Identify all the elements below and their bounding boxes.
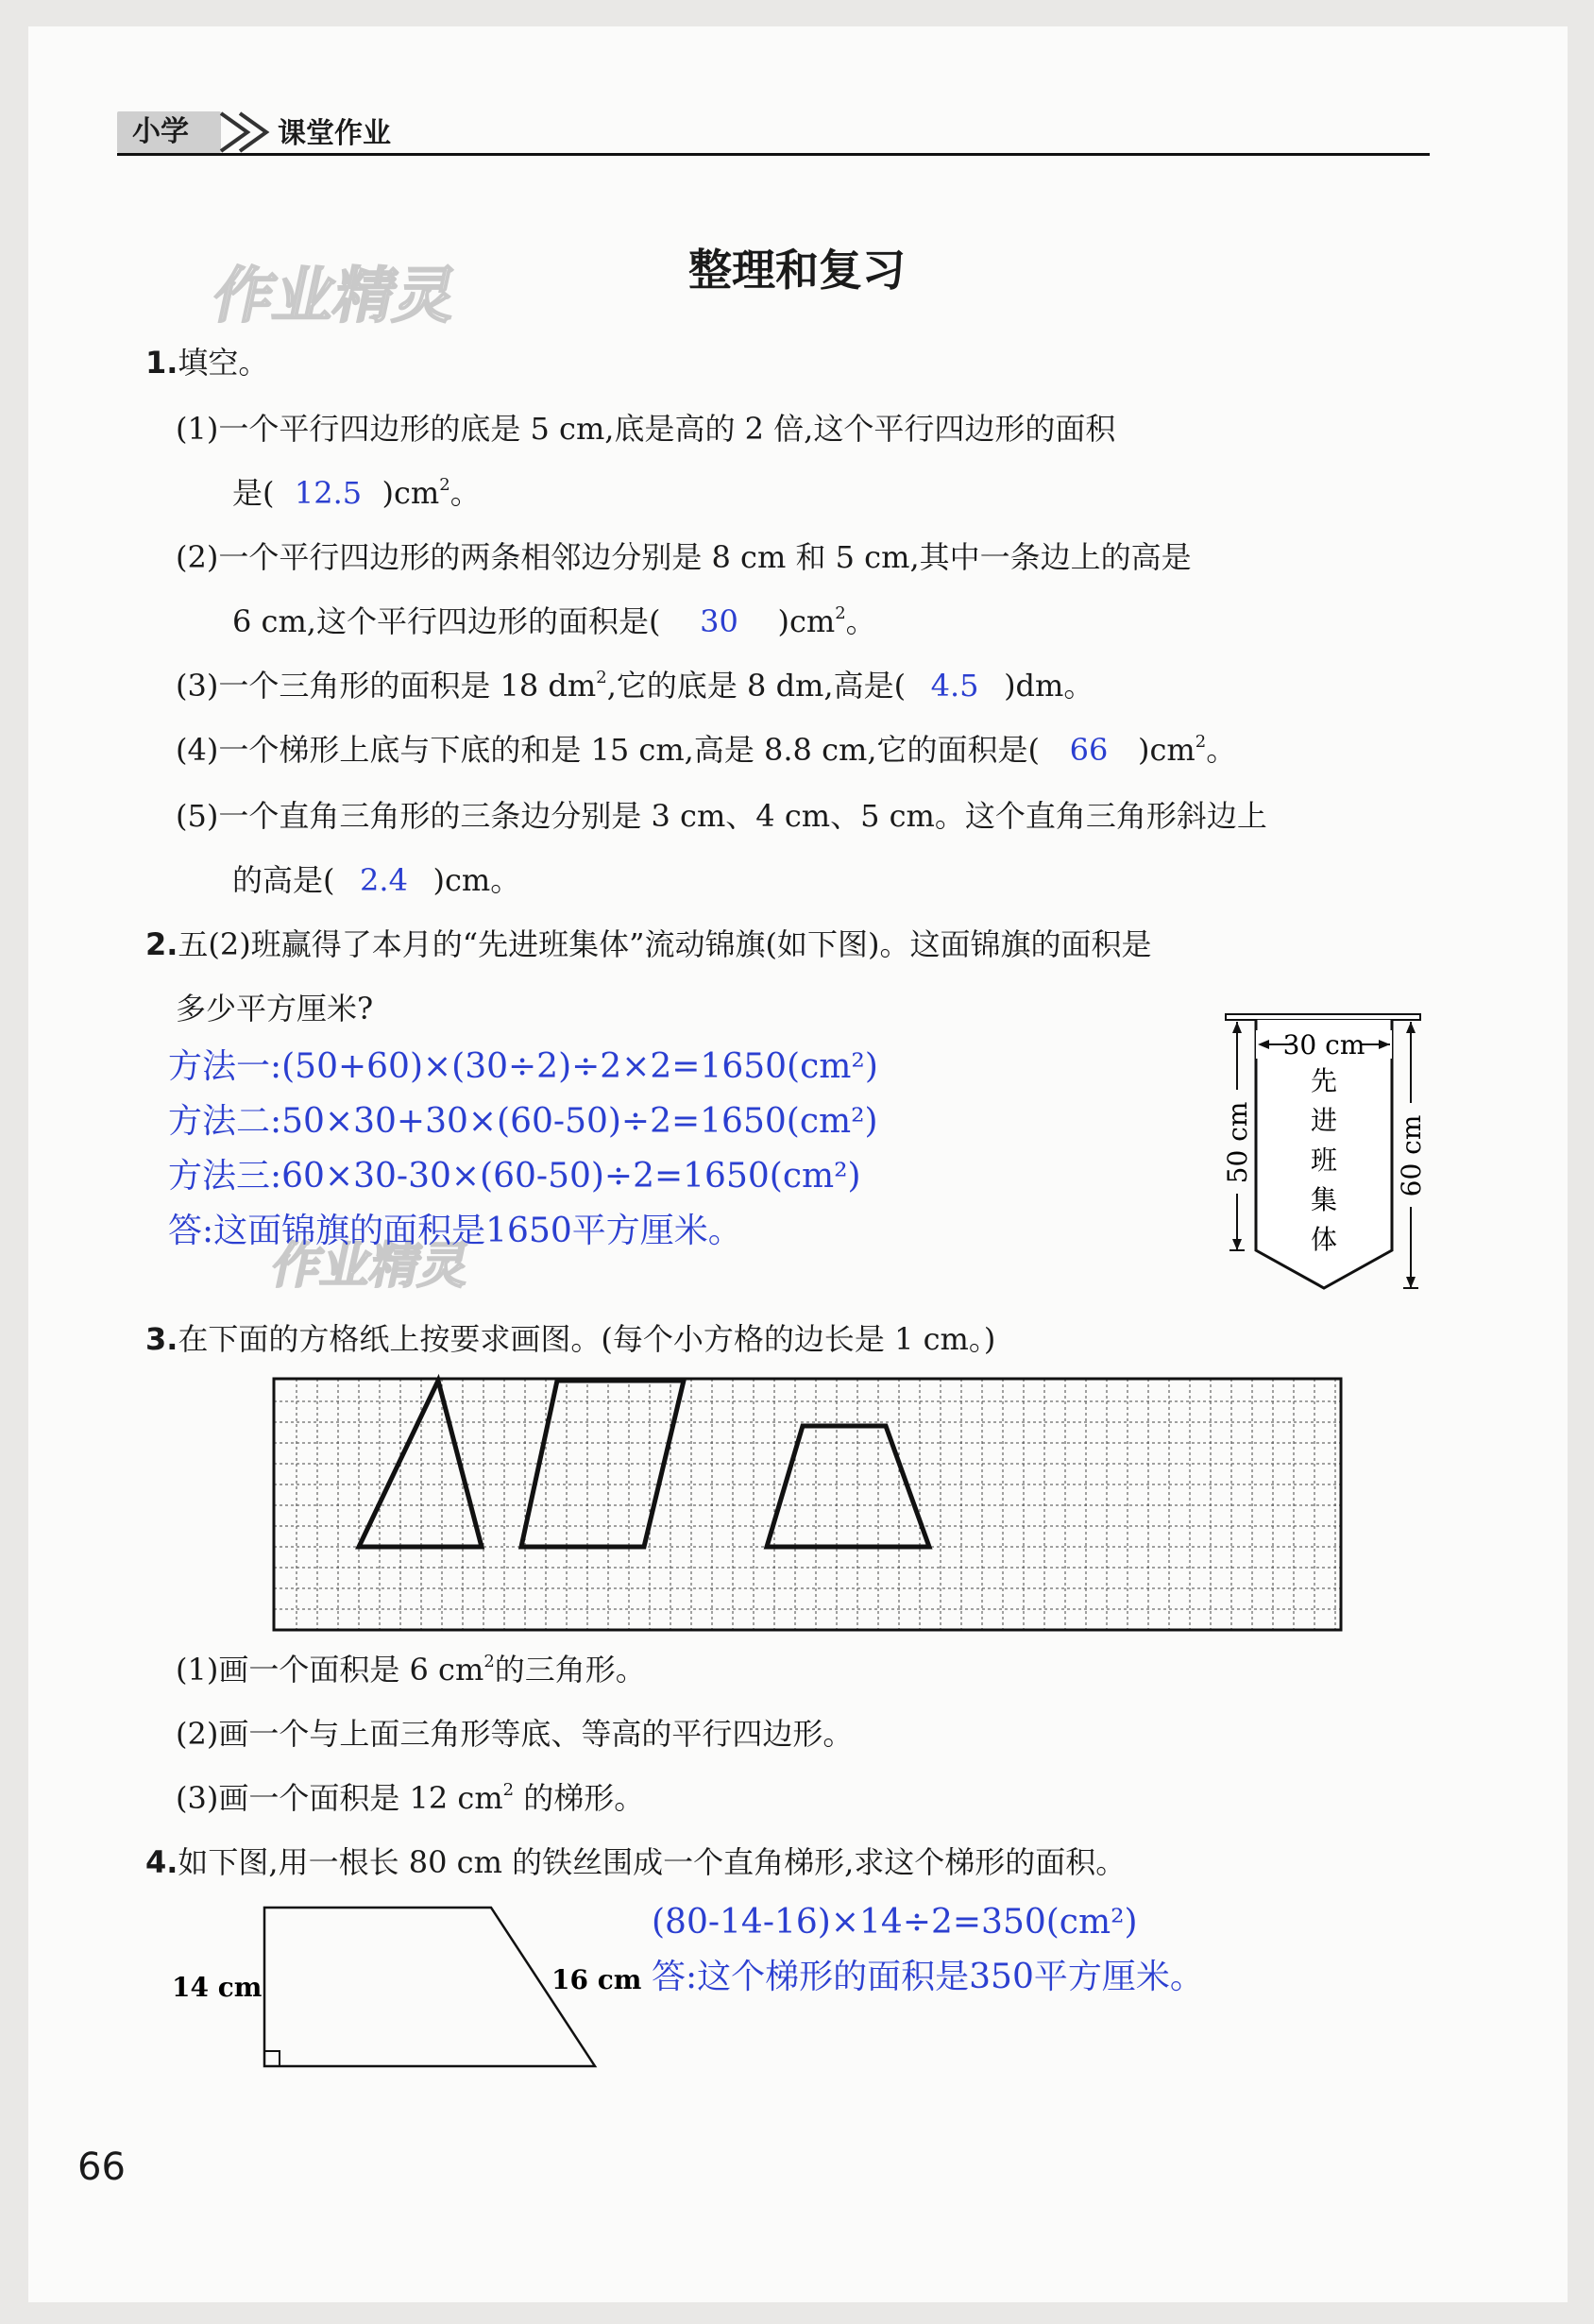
- q2-method-2: 方法二:50×30+30×(60-50)÷2=1650(cm²): [168, 1102, 878, 1141]
- flag-char: 先: [1310, 1065, 1338, 1096]
- q1-p4-answer: 66: [1069, 732, 1109, 768]
- q1-number: 1.: [145, 345, 178, 381]
- q2-number: 2.: [145, 926, 178, 962]
- q1-p1-answer: 12.5: [294, 475, 363, 511]
- q1-p1-line1: (1)一个平行四边形的底是 5 cm,底是高的 2 倍,这个平行四边形的面积: [176, 411, 1116, 447]
- grid-border: [274, 1379, 1341, 1630]
- q1-stem: 1.填空。: [145, 345, 269, 381]
- q2-method-3: 方法三:60×30-30×(60-50)÷2=1650(cm²): [168, 1157, 861, 1196]
- q3-sub-1: (1)画一个面积是 6 $cm^2$的三角形。: [176, 1652, 646, 1688]
- q1-p5-line2: 的高是( 2.4 )cm。: [232, 859, 520, 901]
- q1-p5-answer: 2.4: [360, 862, 408, 898]
- pennant-figure: [1218, 1010, 1435, 1303]
- q1-p2-answer: 30: [700, 603, 738, 639]
- q4-number: 4.: [145, 1844, 178, 1880]
- q1-p5-line1: (5)一个直角三角形的三条边分别是 3 cm、4 cm、5 cm。这个直角三角形斜边上: [176, 798, 1267, 834]
- trapezoid-height-label: 14 cm: [172, 1972, 263, 2003]
- q3-sub-3: (3)画一个面积是 12 $cm^2$ 的梯形。: [176, 1780, 645, 1816]
- flag-char: 集: [1310, 1184, 1338, 1215]
- q3-sub-2: (2)画一个与上面三角形等底、等高的平行四边形。: [176, 1716, 854, 1752]
- grid-paper: [272, 1377, 1345, 1634]
- watermark: 作业精灵: [206, 262, 464, 331]
- level-badge: 小学: [117, 111, 221, 153]
- q2-method-1: 方法一:(50+60)×(30÷2)÷2×2=1650(cm²): [168, 1047, 878, 1086]
- q3-stem: 3.在下面的方格纸上按要求画图。(每个小方格的边长是 1 cm。): [145, 1321, 996, 1357]
- flag-left-label: 50 cm: [1222, 1101, 1253, 1184]
- page-number: 66: [77, 2146, 126, 2189]
- flag-width-label: 30 cm: [1282, 1029, 1365, 1060]
- q2-answer: 答:这面锦旗的面积是1650平方厘米。: [168, 1212, 742, 1250]
- flag-char: 体: [1310, 1224, 1338, 1255]
- q1-p2-line1: (2)一个平行四边形的两条相邻边分别是 8 cm 和 5 cm,其中一条边上的高是: [176, 539, 1192, 575]
- q1-p4: (4)一个梯形上底与下底的和是 15 cm,高是 8.8 cm,它的面积是( 66 )$cm^2$。: [176, 729, 1236, 771]
- header: [117, 111, 1430, 155]
- q1-p1-line2: 是( 12.5 )$cm^2$。: [232, 472, 481, 514]
- q1-p3: (3)一个三角形的面积是 18 $dm^2$,它的底是 8 dm,高是( 4.5 )dm。: [176, 665, 1094, 706]
- q2-stem-line1: 2.五(2)班赢得了本月的“先进班集体”流动锦旗(如下图)。这面锦旗的面积是: [145, 926, 1152, 962]
- flag-right-label: 60 cm: [1396, 1114, 1427, 1197]
- right-angle-mark: [264, 2051, 280, 2066]
- right-trapezoid-figure: [161, 1898, 642, 2078]
- flag-char: 班: [1310, 1145, 1338, 1176]
- q3-number: 3.: [145, 1321, 178, 1357]
- q1-p2-line2: 6 cm,这个平行四边形的面积是( 30 )$cm^2$。: [232, 601, 876, 642]
- q4-stem: 4.如下图,用一根长 80 cm 的铁丝围成一个直角梯形,求这个梯形的面积。: [145, 1844, 1127, 1880]
- series-title: 课堂作业: [278, 117, 391, 150]
- header-rule: [117, 153, 1430, 156]
- flag-pole: [1226, 1014, 1420, 1020]
- page-title: 整理和复习: [688, 245, 906, 296]
- q1-p3-answer: 4.5: [930, 668, 979, 704]
- chevron-icon: [212, 111, 278, 153]
- trapezoid-outline: [264, 1908, 595, 2066]
- q2-stem-line2: 多少平方厘米?: [176, 991, 374, 1026]
- q4-answer: 答:这个梯形的面积是350平方厘米。: [652, 1958, 1204, 1996]
- trapezoid-slant-label: 16 cm: [551, 1964, 642, 1995]
- drawn-trapezoid: [767, 1426, 929, 1547]
- flag-char: 进: [1310, 1105, 1338, 1136]
- watermark: 作业精灵: [266, 1238, 476, 1295]
- q4-calculation: (80-14-16)×14÷2=350(cm²): [652, 1903, 1138, 1942]
